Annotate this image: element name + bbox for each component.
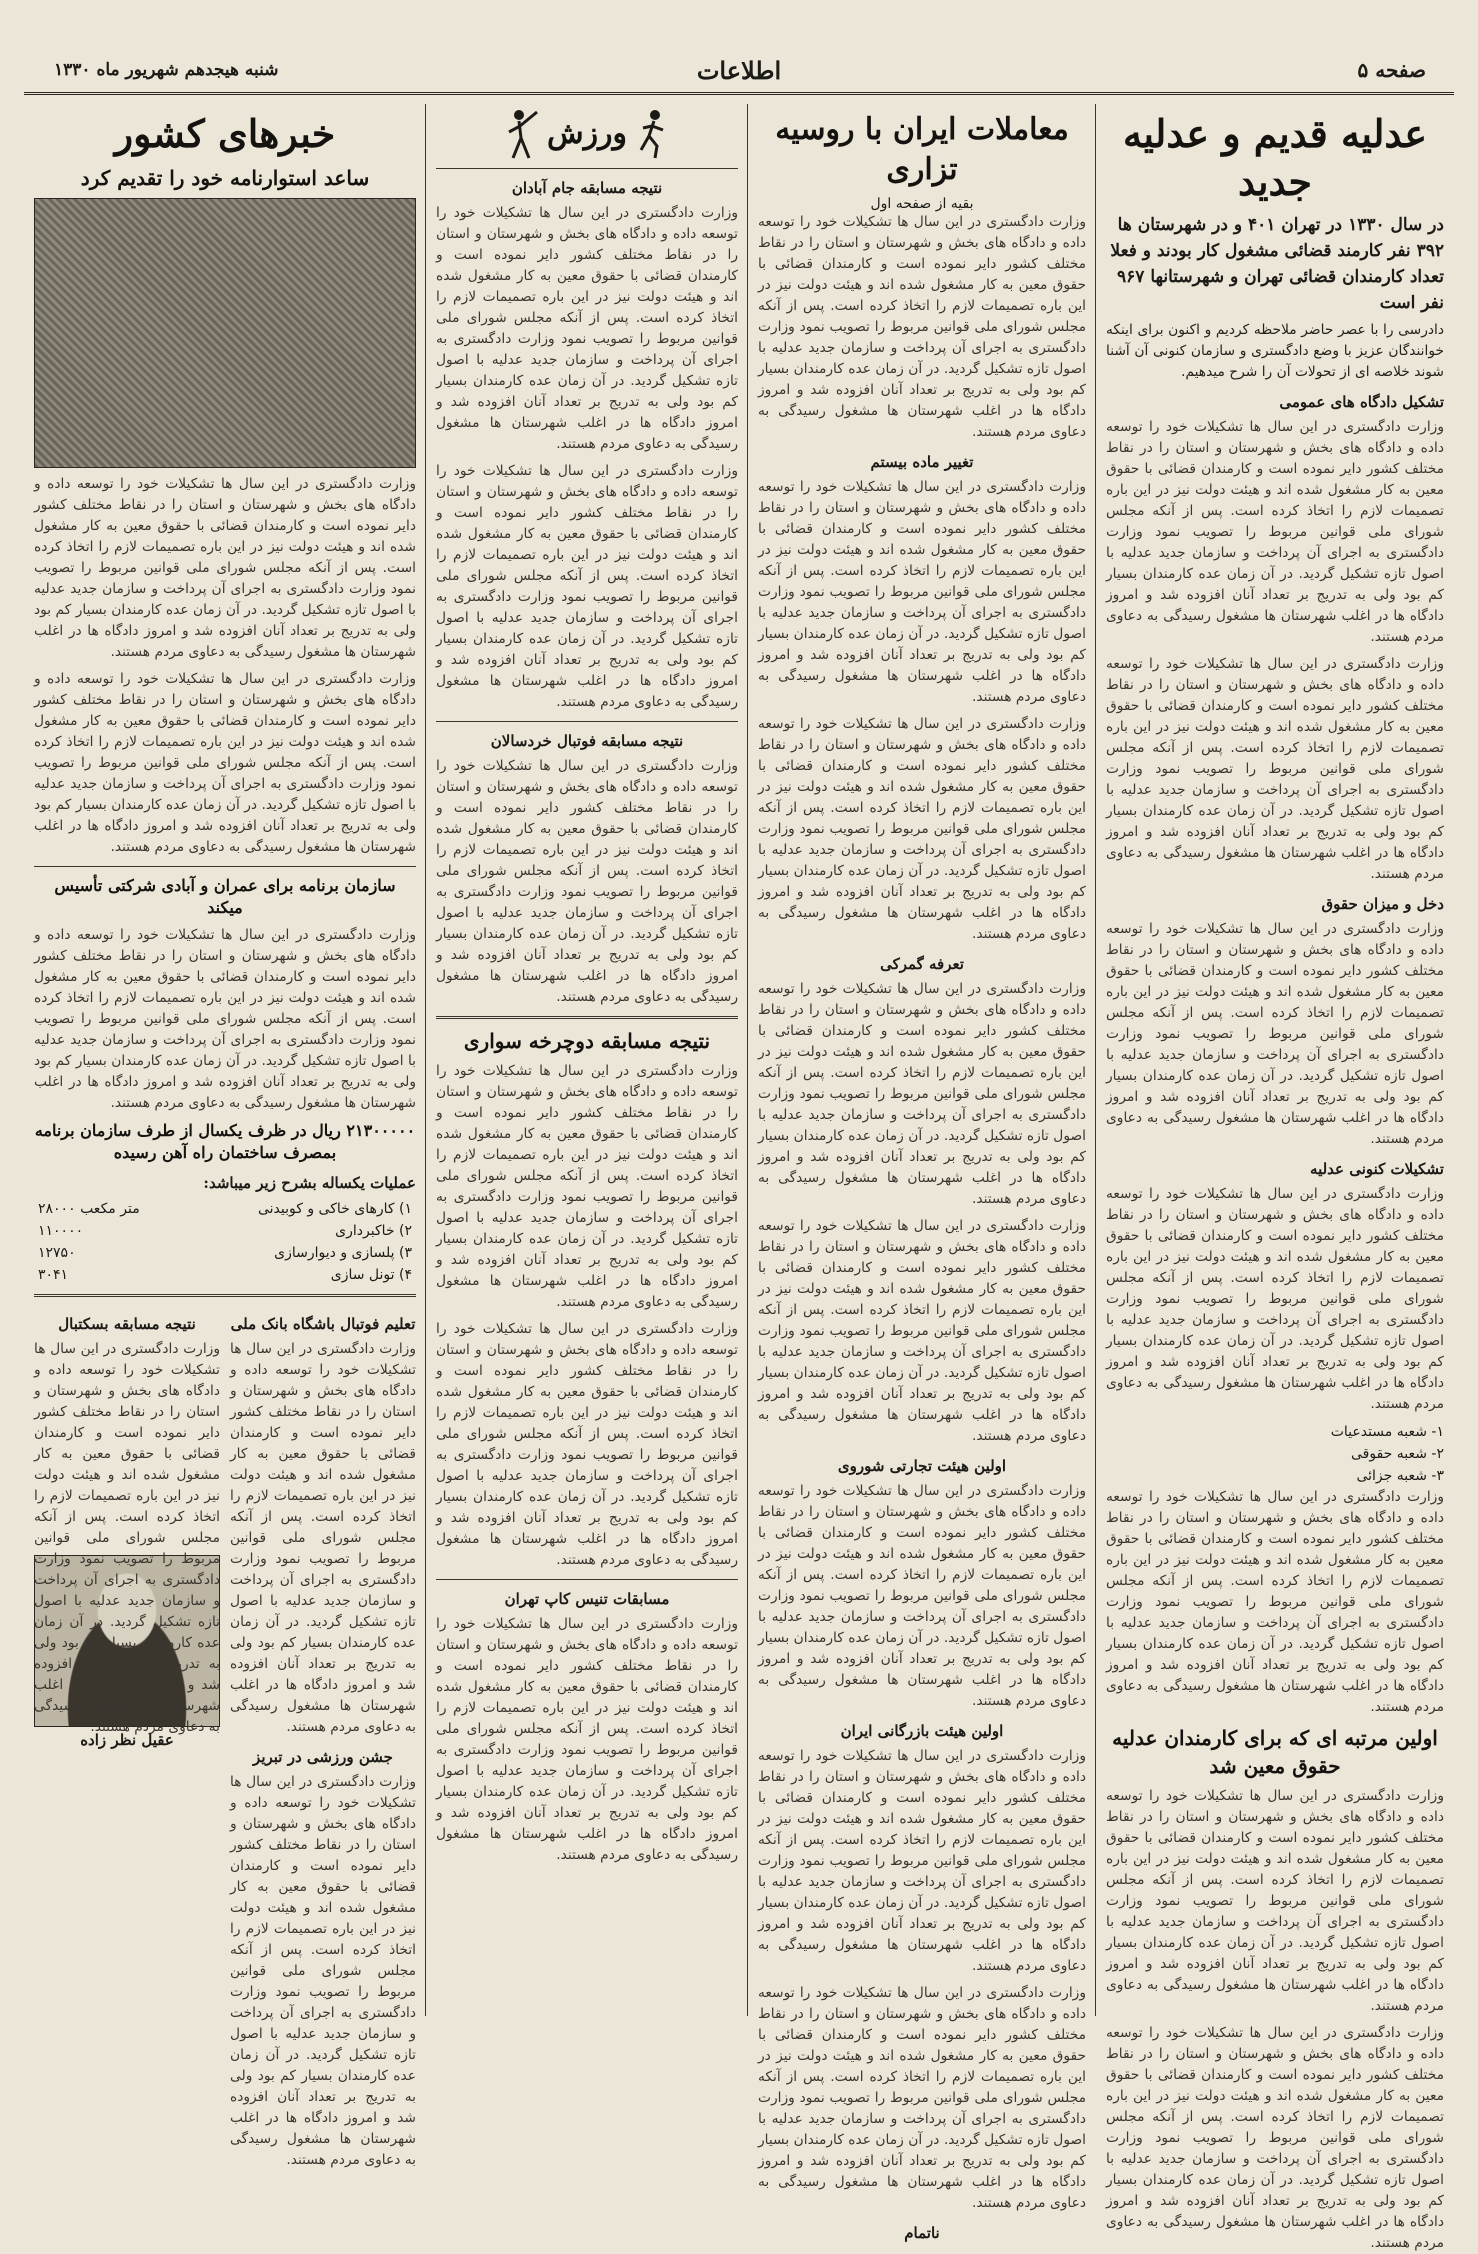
subhead-iran-mission: اولین هیئت بازرگانی ایران <box>840 1722 1004 1740</box>
stat-label: ۳) پلسازی و دیوارسازی <box>274 1245 412 1261</box>
body-paragraph: وزارت دادگستری در این سال ها تشکیلات خود را توسعه داده و دادگاه های بخش و شهرستان و استان را در نقاط مختلف کشور دایر نموده است و کارمندان قضائی با حقوق معین به کار مشغول شده اند و هیئت دولت نیز در این باره تصمیمات لازم را اتخاذ کرده است. پس از آنکه مجلس شورای ملی قوانین مربوط را تصویب نمود وزارت دادگستری به اجرای آن پرداخت و سازمان جدید عدلیه با اصول تازه تشکیل گردید. در آن زمان عده کارمندان بسیار کم بود ولی به تدریج بر تعداد آنان افزوده شد و امروز دادگاه ها در اغلب شهرستان ها مشغول رسیدگی به دعاوی مردم هستند. <box>1106 1489 1444 1715</box>
body-paragraph: وزارت دادگستری در این سال ها تشکیلات خود را توسعه داده و دادگاه های بخش و شهرستان و استان را در نقاط مختلف کشور دایر نموده است و کارمندان قضائی با حقوق معین به کار مشغول شده اند و هیئت دولت نیز در این باره تصمیمات لازم را اتخاذ کرده است. پس از آنکه مجلس شورای ملی قوانین مربوط را تصویب نمود وزارت دادگستری به اجرای آن پرداخت و سازمان جدید عدلیه با اصول تازه تشکیل گردید. در آن زمان عده کارمندان بسیار کم بود ولی به تدریج بر تعداد آنان افزوده شد و امروز دادگاه ها در اغلب شهرستان ها مشغول رسیدگی به دعاوی مردم هستند. <box>1106 419 1444 645</box>
divider <box>436 721 738 722</box>
table-row <box>34 1198 416 1220</box>
subhead-article-20: تغییر ماده بیستم <box>870 453 974 471</box>
subhead-training: تعلیم فوتبال باشگاه بانک ملی <box>230 1315 416 1333</box>
headline-judiciary: عدلیه قدیم و عدلیه جدید <box>1122 111 1428 204</box>
table-row <box>34 1220 416 1242</box>
sport-section-title: ورزش <box>546 116 628 151</box>
newspaper-page <box>24 22 1454 2251</box>
divider <box>34 1294 416 1297</box>
issue-date: شنبه هیجدهم شهریور ماه ۱۳۳۰ <box>54 60 279 80</box>
body-paragraph: وزارت دادگستری در این سال ها تشکیلات خود را توسعه داده و دادگاه های بخش و شهرستان و استان را در نقاط مختلف کشور دایر نموده است و کارمندان قضائی با حقوق معین به کار مشغول شده اند و هیئت دولت نیز در این باره تصمیمات لازم را اتخاذ کرده است. پس از آنکه مجلس شورای ملی قوانین مربوط را تصویب نمود وزارت دادگستری به اجرای آن پرداخت و سازمان جدید عدلیه با اصول تازه تشکیل گردید. در آن زمان عده کارمندان بسیار کم بود ولی به تدریج بر تعداد آنان افزوده شد و امروز دادگاه ها در اغلب شهرستان ها مشغول رسیدگی به دعاوی مردم هستند. <box>758 1483 1086 1709</box>
body-paragraph: وزارت دادگستری در این سال ها تشکیلات خود را توسعه داده و دادگاه های بخش و شهرستان و استان را در نقاط مختلف کشور دایر نموده است و کارمندان قضائی با حقوق معین به کار مشغول شده اند و هیئت دولت نیز در این باره تصمیمات لازم را اتخاذ کرده است. پس از آنکه مجلس شورای ملی قوانین مربوط را تصویب نمود وزارت دادگستری به اجرای آن پرداخت و سازمان جدید عدلیه با اصول تازه تشکیل گردید. در آن زمان عده کارمندان بسیار کم بود ولی به تدریج بر تعداد آنان افزوده شد و امروز دادگاه ها در اغلب شهرستان ها مشغول رسیدگی به دعاوی مردم هستند. <box>758 1985 1086 2211</box>
ending-note: ناتمام <box>904 2224 940 2242</box>
stat-value: ۱۱۰۰۰۰ <box>38 1223 84 1239</box>
subhead-salary: دخل و میزان حقوق <box>1321 895 1444 913</box>
sports-section <box>426 104 748 2016</box>
body-paragraph: وزارت دادگستری در این سال ها تشکیلات خود را توسعه داده و دادگاه های بخش و شهرستان و استان را در نقاط مختلف کشور دایر نموده است و کارمندان قضائی با حقوق معین به کار مشغول شده اند و هیئت دولت نیز در این باره تصمیمات لازم را اتخاذ کرده است. پس از آنکه مجلس شورای ملی قوانین مربوط را تصویب نمود وزارت دادگستری به اجرای آن پرداخت و سازمان جدید عدلیه با اصول تازه تشکیل گردید. در آن زمان عده کارمندان بسیار کم بود ولی به تدریج بر تعداد آنان افزوده شد و امروز دادگاه ها در اغلب شهرستان ها مشغول رسیدگی به دعاوی مردم هستند. <box>1106 656 1444 882</box>
body-paragraph: وزارت دادگستری در این سال ها تشکیلات خود را توسعه داده و دادگاه های بخش و شهرستان و استان را در نقاط مختلف کشور دایر نموده است و کارمندان قضائی با حقوق معین به کار مشغول شده اند و هیئت دولت نیز در این باره تصمیمات لازم را اتخاذ کرده است. پس از آنکه مجلس شورای ملی قوانین مربوط را تصویب نمود وزارت دادگستری به اجرای آن پرداخت و سازمان جدید عدلیه با اصول تازه تشکیل گردید. در آن زمان عده کارمندان بسیار کم بود ولی به تدریج بر تعداد آنان افزوده شد و امروز دادگاه ها در اغلب شهرستان ها مشغول رسیدگی به دعاوی مردم هستند. <box>436 205 738 452</box>
subhead-railway-spend: ۲۱۳۰۰۰۰۰ ریال در ظرف یکسال از طرف سازمان برنامه بمصرف ساختمان راه آهن رسیده <box>34 1121 416 1162</box>
list-item: ۳- شعبه جزائی <box>1356 1468 1444 1484</box>
stat-value: ۳۰۴۱ <box>38 1267 69 1283</box>
table-row <box>34 1242 416 1264</box>
body-paragraph: وزارت دادگستری در این سال ها تشکیلات خود را توسعه داده و دادگاه های بخش و شهرستان و استان را در نقاط مختلف کشور دایر نموده است و کارمندان قضائی با حقوق معین به کار مشغول شده اند و هیئت دولت نیز در این باره تصمیمات لازم را اتخاذ کرده است. پس از آنکه مجلس شورای ملی قوانین مربوط را تصویب نمود وزارت دادگستری به اجرای آن پرداخت و سازمان جدید عدلیه با اصول تازه تشکیل گردید. در آن زمان عده کارمندان بسیار کم بود ولی به تدریج بر تعداد آنان افزوده شد و امروز دادگاه ها در اغلب شهرستان ها مشغول رسیدگی به دعاوی مردم هستند. <box>1106 921 1444 1147</box>
body-paragraph: وزارت دادگستری در این سال ها تشکیلات خود را توسعه داده و دادگاه های بخش و شهرستان و استان را در نقاط مختلف کشور دایر نموده است و کارمندان قضائی با حقوق معین به کار مشغول شده اند و هیئت دولت نیز در این باره تصمیمات لازم را اتخاذ کرده است. پس از آنکه مجلس شورای ملی قوانین مربوط را تصویب نمود وزارت دادگستری به اجرای آن پرداخت و سازمان جدید عدلیه با اصول تازه تشکیل گردید. در آن زمان عده کارمندان بسیار کم بود ولی به تدریج بر تعداد آنان افزوده شد و امروز دادگاه ها در اغلب شهرستان ها مشغول رسیدگی به دعاوی مردم هستند. <box>1106 1788 1444 2014</box>
subhead-basketball: نتیجه مسابقه بسکتبال <box>58 1315 196 1333</box>
divider <box>436 1579 738 1580</box>
photo-caption: عقیل نظر زاده <box>80 1731 174 1749</box>
body-paragraph: وزارت دادگستری در این سال ها تشکیلات خود را توسعه داده و دادگاه های بخش و شهرستان و استان را در نقاط مختلف کشور دایر نموده است و کارمندان قضائی با حقوق معین به کار مشغول شده اند و هیئت دولت نیز در این باره تصمیمات لازم را اتخاذ کرده است. پس از آنکه مجلس شورای ملی قوانین مربوط را تصویب نمود وزارت دادگستری به اجرای آن پرداخت و سازمان جدید عدلیه با اصول تازه تشکیل گردید. در آن زمان عده کارمندان بسیار کم بود ولی به تدریج بر تعداد آنان افزوده شد و امروز دادگاه ها در اغلب شهرستان ها مشغول رسیدگی به دعاوی مردم هستند. <box>436 463 738 710</box>
article-judiciary <box>1096 104 1454 2251</box>
body-paragraph: وزارت دادگستری در این سال ها تشکیلات خود را توسعه داده و دادگاه های بخش و شهرستان و استان را در نقاط مختلف کشور دایر نموده است و کارمندان قضائی با حقوق معین به کار مشغول شده اند و هیئت دولت نیز در این باره تصمیمات لازم را اتخاذ کرده است. پس از آنکه مجلس شورای ملی قوانین مربوط را تصویب نمود وزارت دادگستری به اجرای آن پرداخت و سازمان جدید عدلیه با اصول تازه تشکیل گردید. در آن زمان عده کارمندان بسیار کم بود ولی به تدریج بر تعداد آنان افزوده شد و امروز دادگاه ها در اغلب شهرستان ها مشغول رسیدگی به دعاوی مردم هستند. <box>34 1341 220 1735</box>
body-paragraph: وزارت دادگستری در این سال ها تشکیلات خود را توسعه داده و دادگاه های بخش و شهرستان و استان را در نقاط مختلف کشور دایر نموده است و کارمندان قضائی با حقوق معین به کار مشغول شده اند و هیئت دولت نیز در این باره تصمیمات لازم را اتخاذ کرده است. پس از آنکه مجلس شورای ملی قوانین مربوط را تصویب نمود وزارت دادگستری به اجرای آن پرداخت و سازمان جدید عدلیه با اصول تازه تشکیل گردید. در آن زمان عده کارمندان بسیار کم بود ولی به تدریج بر تعداد آنان افزوده شد و امروز دادگاه ها در اغلب شهرستان ها مشغول رسیدگی به دعاوی مردم هستند. <box>436 758 738 1005</box>
bottom-briefs <box>34 1305 416 2177</box>
body-paragraph: وزارت دادگستری در این سال ها تشکیلات خود را توسعه داده و دادگاه های بخش و شهرستان و استان را در نقاط مختلف کشور دایر نموده است و کارمندان قضائی با حقوق معین به کار مشغول شده اند و هیئت دولت نیز در این باره تصمیمات لازم را اتخاذ کرده است. پس از آنکه مجلس شورای ملی قوانین مربوط را تصویب نمود وزارت دادگستری به اجرای آن پرداخت و سازمان جدید عدلیه با اصول تازه تشکیل گردید. در آن زمان عده کارمندان بسیار کم بود ولی به تدریج بر تعداد آنان افزوده شد و امروز دادگاه ها در اغلب شهرستان ها مشغول رسیدگی به دعاوی مردم هستند. <box>758 1218 1086 1444</box>
headline-country-news: خبرهای کشور <box>114 111 336 156</box>
subhead-cycling: نتیجه مسابقه دوچرخه سواری <box>463 1029 711 1053</box>
subhead-junior-football: نتیجه مسابقه فوتبال خردسالان <box>490 732 684 750</box>
body-paragraph: وزارت دادگستری در این سال ها تشکیلات خود را توسعه داده و دادگاه های بخش و شهرستان و استان را در نقاط مختلف کشور دایر نموده است و کارمندان قضائی با حقوق معین به کار مشغول شده اند و هیئت دولت نیز در این باره تصمیمات لازم را اتخاذ کرده است. پس از آنکه مجلس شورای ملی قوانین مربوط را تصویب نمود وزارت دادگستری به اجرای آن پرداخت و سازمان جدید عدلیه با اصول تازه تشکیل گردید. در آن زمان عده کارمندان بسیار کم بود ولی به تدریج بر تعداد آنان افزوده شد و امروز دادگاه ها در اغلب شهرستان ها مشغول رسیدگی به دعاوی مردم هستند. <box>436 1063 738 1310</box>
subhead-first-salary: اولین مرتبه ای که برای کارمندان عدلیه حقوق معین شد <box>1112 1726 1438 1778</box>
body-paragraph: وزارت دادگستری در این سال ها تشکیلات خود را توسعه داده و دادگاه های بخش و شهرستان و استان را در نقاط مختلف کشور دایر نموده است و کارمندان قضائی با حقوق معین به کار مشغول شده اند و هیئت دولت نیز در این باره تصمیمات لازم را اتخاذ کرده است. پس از آنکه مجلس شورای ملی قوانین مربوط را تصویب نمود وزارت دادگستری به اجرای آن پرداخت و سازمان جدید عدلیه با اصول تازه تشکیل گردید. در آن زمان عده کارمندان بسیار کم بود ولی به تدریج بر تعداد آنان افزوده شد و امروز دادگاه ها در اغلب شهرستان ها مشغول رسیدگی به دعاوی مردم هستند. <box>758 1748 1086 1974</box>
stat-label: ۴) تونل سازی <box>330 1267 412 1283</box>
stat-label: ۱) کارهای خاکی و کوبیدنی <box>257 1201 412 1217</box>
brief-training <box>230 1305 416 2177</box>
subhead-plan-org: سازمان برنامه برای عمران و آبادی شرکتی تأسیس میکند <box>54 876 396 917</box>
subhead-tariff: تعرفه گمرکی <box>880 955 964 973</box>
continuation-note: بقیه از صفحه اول <box>870 196 974 212</box>
body-paragraph: وزارت دادگستری در این سال ها تشکیلات خود را توسعه داده و دادگاه های بخش و شهرستان و استان را در نقاط مختلف کشور دایر نموده است و کارمندان قضائی با حقوق معین به کار مشغول شده اند و هیئت دولت نیز در این باره تصمیمات لازم را اتخاذ کرده است. پس از آنکه مجلس شورای ملی قوانین مربوط را تصویب نمود وزارت دادگستری به اجرای آن پرداخت و سازمان جدید عدلیه با اصول تازه تشکیل گردید. در آن زمان عده کارمندان بسیار کم بود ولی به تدریج بر تعداد آنان افزوده شد و امروز دادگاه ها در اغلب شهرستان ها مشغول رسیدگی به دعاوی مردم هستند. <box>758 479 1086 705</box>
divider <box>436 1016 738 1019</box>
body-paragraph: وزارت دادگستری در این سال ها تشکیلات خود را توسعه داده و دادگاه های بخش و شهرستان و استان را در نقاط مختلف کشور دایر نموده است و کارمندان قضائی با حقوق معین به کار مشغول شده اند و هیئت دولت نیز در این باره تصمیمات لازم را اتخاذ کرده است. پس از آنکه مجلس شورای ملی قوانین مربوط را تصویب نمود وزارت دادگستری به اجرای آن پرداخت و سازمان جدید عدلیه با اصول تازه تشکیل گردید. در آن زمان عده کارمندان بسیار کم بود ولی به تدریج بر تعداد آنان افزوده شد و امروز دادگاه ها در اغلب شهرستان ها مشغول رسیدگی به دعاوی مردم هستند. <box>436 1616 738 1863</box>
stats-table <box>34 1198 416 1286</box>
body-paragraph: وزارت دادگستری در این سال ها تشکیلات خود را توسعه داده و دادگاه های بخش و شهرستان و استان را در نقاط مختلف کشور دایر نموده است و کارمندان قضائی با حقوق معین به کار مشغول شده اند و هیئت دولت نیز در این باره تصمیمات لازم را اتخاذ کرده است. پس از آنکه مجلس شورای ملی قوانین مربوط را تصویب نمود وزارت دادگستری به اجرای آن پرداخت و سازمان جدید عدلیه با اصول تازه تشکیل گردید. در آن زمان عده کارمندان بسیار کم بود ولی به تدریج بر تعداد آنان افزوده شد و امروز دادگاه ها در اغلب شهرستان ها مشغول رسیدگی به دعاوی مردم هستند. <box>230 1774 416 2168</box>
divider <box>436 168 738 169</box>
news-photo <box>34 198 416 468</box>
subhead-soviet-mission: اولین هیئت تجارتی شوروی <box>837 1457 1007 1475</box>
subhead-courts: تشکیل دادگاه های عمومی <box>1279 393 1444 411</box>
body-paragraph: وزارت دادگستری در این سال ها تشکیلات خود را توسعه داده و دادگاه های بخش و شهرستان و استان را در نقاط مختلف کشور دایر نموده است و کارمندان قضائی با حقوق معین به کار مشغول شده اند و هیئت دولت نیز در این باره تصمیمات لازم را اتخاذ کرده است. پس از آنکه مجلس شورای ملی قوانین مربوط را تصویب نمود وزارت دادگستری به اجرای آن پرداخت و سازمان جدید عدلیه با اصول تازه تشکیل گردید. در آن زمان عده کارمندان بسیار کم بود ولی به تدریج بر تعداد آنان افزوده شد و امروز دادگاه ها در اغلب شهرستان ها مشغول رسیدگی به دعاوی مردم هستند. <box>436 1321 738 1568</box>
list-item: ۱- شعبه مستدعیات <box>1330 1424 1444 1440</box>
stat-value: ۲۸۰۰۰ متر مکعب <box>38 1201 140 1217</box>
list-item: ۲- شعبه حقوقی <box>1350 1446 1444 1462</box>
page-number: صفحه ۵ <box>1357 58 1426 82</box>
subhead-tabriz: جشن ورزشی در تبریز <box>253 1748 393 1766</box>
article-trade <box>748 104 1096 2242</box>
subhead-abadan-cup: نتیجه مسابقه جام آبادان <box>511 179 663 197</box>
runner-icon <box>635 108 669 160</box>
headline-trade: معاملات ایران با روسیه تزاری <box>775 112 1069 187</box>
intro-judiciary: دادرسی را با عصر حاضر ملاحظه کردیم و اکنون برای اینکه خوانندگان عزیز با وضع دادگستری و سازمان کنونی آن آشنا شوند خلاصه ای از تحولات آن را شرح میدهیم. <box>1106 322 1444 380</box>
body-paragraph: وزارت دادگستری در این سال ها تشکیلات خود را توسعه داده و دادگاه های بخش و شهرستان و استان را در نقاط مختلف کشور دایر نموده است و کارمندان قضائی با حقوق معین به کار مشغول شده اند و هیئت دولت نیز در این باره تصمیمات لازم را اتخاذ کرده است. پس از آنکه مجلس شورای ملی قوانین مربوط را تصویب نمود وزارت دادگستری به اجرای آن پرداخت و سازمان جدید عدلیه با اصول تازه تشکیل گردید. در آن زمان عده کارمندان بسیار کم بود ولی به تدریج بر تعداد آنان افزوده شد و امروز دادگاه ها در اغلب شهرستان ها مشغول رسیدگی به دعاوی مردم هستند. <box>758 716 1086 942</box>
article-country-news <box>24 104 426 2168</box>
subtitle-saed: ساعد استوارنامه خود را تقدیم کرد <box>80 166 370 190</box>
stat-label: ۲) خاکبرداری <box>335 1223 412 1239</box>
body-paragraph: وزارت دادگستری در این سال ها تشکیلات خود را توسعه داده و دادگاه های بخش و شهرستان و استان را در نقاط مختلف کشور دایر نموده است و کارمندان قضائی با حقوق معین به کار مشغول شده اند و هیئت دولت نیز در این باره تصمیمات لازم را اتخاذ کرده است. پس از آنکه مجلس شورای ملی قوانین مربوط را تصویب نمود وزارت دادگستری به اجرای آن پرداخت و سازمان جدید عدلیه با اصول تازه تشکیل گردید. در آن زمان عده کارمندان بسیار کم بود ولی به تدریج بر تعداد آنان افزوده شد و امروز دادگاه ها در اغلب شهرستان ها مشغول رسیدگی به دعاوی مردم هستند. <box>34 671 416 855</box>
fencer-icon <box>505 108 539 160</box>
body-paragraph: وزارت دادگستری در این سال ها تشکیلات خود را توسعه داده و دادگاه های بخش و شهرستان و استان را در نقاط مختلف کشور دایر نموده است و کارمندان قضائی با حقوق معین به کار مشغول شده اند و هیئت دولت نیز در این باره تصمیمات لازم را اتخاذ کرده است. پس از آنکه مجلس شورای ملی قوانین مربوط را تصویب نمود وزارت دادگستری به اجرای آن پرداخت و سازمان جدید عدلیه با اصول تازه تشکیل گردید. در آن زمان عده کارمندان بسیار کم بود ولی به تدریج بر تعداد آنان افزوده شد و امروز دادگاه ها در اغلب شهرستان ها مشغول رسیدگی به دعاوی مردم هستند. <box>1106 1186 1444 1412</box>
body-paragraph: وزارت دادگستری در این سال ها تشکیلات خود را توسعه داده و دادگاه های بخش و شهرستان و استان را در نقاط مختلف کشور دایر نموده است و کارمندان قضائی با حقوق معین به کار مشغول شده اند و هیئت دولت نیز در این باره تصمیمات لازم را اتخاذ کرده است. پس از آنکه مجلس شورای ملی قوانین مربوط را تصویب نمود وزارت دادگستری به اجرای آن پرداخت و سازمان جدید عدلیه با اصول تازه تشکیل گردید. در آن زمان عده کارمندان بسیار کم بود ولی به تدریج بر تعداد آنان افزوده شد و امروز دادگاه ها در اغلب شهرستان ها مشغول رسیدگی به دعاوی مردم هستند. <box>34 927 416 1111</box>
table-row <box>34 1264 416 1286</box>
body-paragraph: وزارت دادگستری در این سال ها تشکیلات خود را توسعه داده و دادگاه های بخش و شهرستان و استان را در نقاط مختلف کشور دایر نموده است و کارمندان قضائی با حقوق معین به کار مشغول شده اند و هیئت دولت نیز در این باره تصمیمات لازم را اتخاذ کرده است. پس از آنکه مجلس شورای ملی قوانین مربوط را تصویب نمود وزارت دادگستری به اجرای آن پرداخت و سازمان جدید عدلیه با اصول تازه تشکیل گردید. در آن زمان عده کارمندان بسیار کم بود ولی به تدریج بر تعداد آنان افزوده شد و امروز دادگاه ها در اغلب شهرستان ها مشغول رسیدگی به دعاوی مردم هستند. <box>1106 2025 1444 2251</box>
body-paragraph: وزارت دادگستری در این سال ها تشکیلات خود را توسعه داده و دادگاه های بخش و شهرستان و استان را در نقاط مختلف کشور دایر نموده است و کارمندان قضائی با حقوق معین به کار مشغول شده اند و هیئت دولت نیز در این باره تصمیمات لازم را اتخاذ کرده است. پس از آنکه مجلس شورای ملی قوانین مربوط را تصویب نمود وزارت دادگستری به اجرای آن پرداخت و سازمان جدید عدلیه با اصول تازه تشکیل گردید. در آن زمان عده کارمندان بسیار کم بود ولی به تدریج بر تعداد آنان افزوده شد و امروز دادگاه ها در اغلب شهرستان ها مشغول رسیدگی به دعاوی مردم هستند. <box>34 476 416 660</box>
body-paragraph: وزارت دادگستری در این سال ها تشکیلات خود را توسعه داده و دادگاه های بخش و شهرستان و استان را در نقاط مختلف کشور دایر نموده است و کارمندان قضائی با حقوق معین به کار مشغول شده اند و هیئت دولت نیز در این باره تصمیمات لازم را اتخاذ کرده است. پس از آنکه مجلس شورای ملی قوانین مربوط را تصویب نمود وزارت دادگستری به اجرای آن پرداخت و سازمان جدید عدلیه با اصول تازه تشکیل گردید. در آن زمان عده کارمندان بسیار کم بود ولی به تدریج بر تعداد آنان افزوده شد و امروز دادگاه ها در اغلب شهرستان ها مشغول رسیدگی به دعاوی مردم هستند. <box>230 1341 416 1735</box>
divider <box>34 866 416 867</box>
sport-logo <box>436 108 738 160</box>
stat-value: ۱۲۷۵۰ <box>38 1245 76 1261</box>
stats-title: عملیات یکساله بشرح زیر میباشد: <box>203 1174 416 1192</box>
newspaper-name: اطلاعات <box>696 56 782 85</box>
subhead-tennis-cup: مسابقات تنیس کاپ تهران <box>504 1590 670 1608</box>
body-paragraph: وزارت دادگستری در این سال ها تشکیلات خود را توسعه داده و دادگاه های بخش و شهرستان و استان را در نقاط مختلف کشور دایر نموده است و کارمندان قضائی با حقوق معین به کار مشغول شده اند و هیئت دولت نیز در این باره تصمیمات لازم را اتخاذ کرده است. پس از آنکه مجلس شورای ملی قوانین مربوط را تصویب نمود وزارت دادگستری به اجرای آن پرداخت و سازمان جدید عدلیه با اصول تازه تشکیل گردید. در آن زمان عده کارمندان بسیار کم بود ولی به تدریج بر تعداد آنان افزوده شد و امروز دادگاه ها در اغلب شهرستان ها مشغول رسیدگی به دعاوی مردم هستند. <box>758 214 1086 440</box>
subhead-organization: تشکیلات کنونی عدلیه <box>1310 1160 1444 1178</box>
brief-basketball <box>34 1305 220 2177</box>
body-paragraph: وزارت دادگستری در این سال ها تشکیلات خود را توسعه داده و دادگاه های بخش و شهرستان و استان را در نقاط مختلف کشور دایر نموده است و کارمندان قضائی با حقوق معین به کار مشغول شده اند و هیئت دولت نیز در این باره تصمیمات لازم را اتخاذ کرده است. پس از آنکه مجلس شورای ملی قوانین مربوط را تصویب نمود وزارت دادگستری به اجرای آن پرداخت و سازمان جدید عدلیه با اصول تازه تشکیل گردید. در آن زمان عده کارمندان بسیار کم بود ولی به تدریج بر تعداد آنان افزوده شد و امروز دادگاه ها در اغلب شهرستان ها مشغول رسیدگی به دعاوی مردم هستند. <box>758 981 1086 1207</box>
page-header <box>24 22 1454 95</box>
lead-judiciary: در سال ۱۳۳۰ در تهران ۴۰۱ و در شهرستان ها ۳۹۲ نفر کارمند قضائی مشغول کار بودند و فعلا تعداد کارمندان قضائی تهران و شهرستانها ۹۶۷ نفر است <box>1110 215 1444 313</box>
branch-list <box>1106 1421 1444 1487</box>
